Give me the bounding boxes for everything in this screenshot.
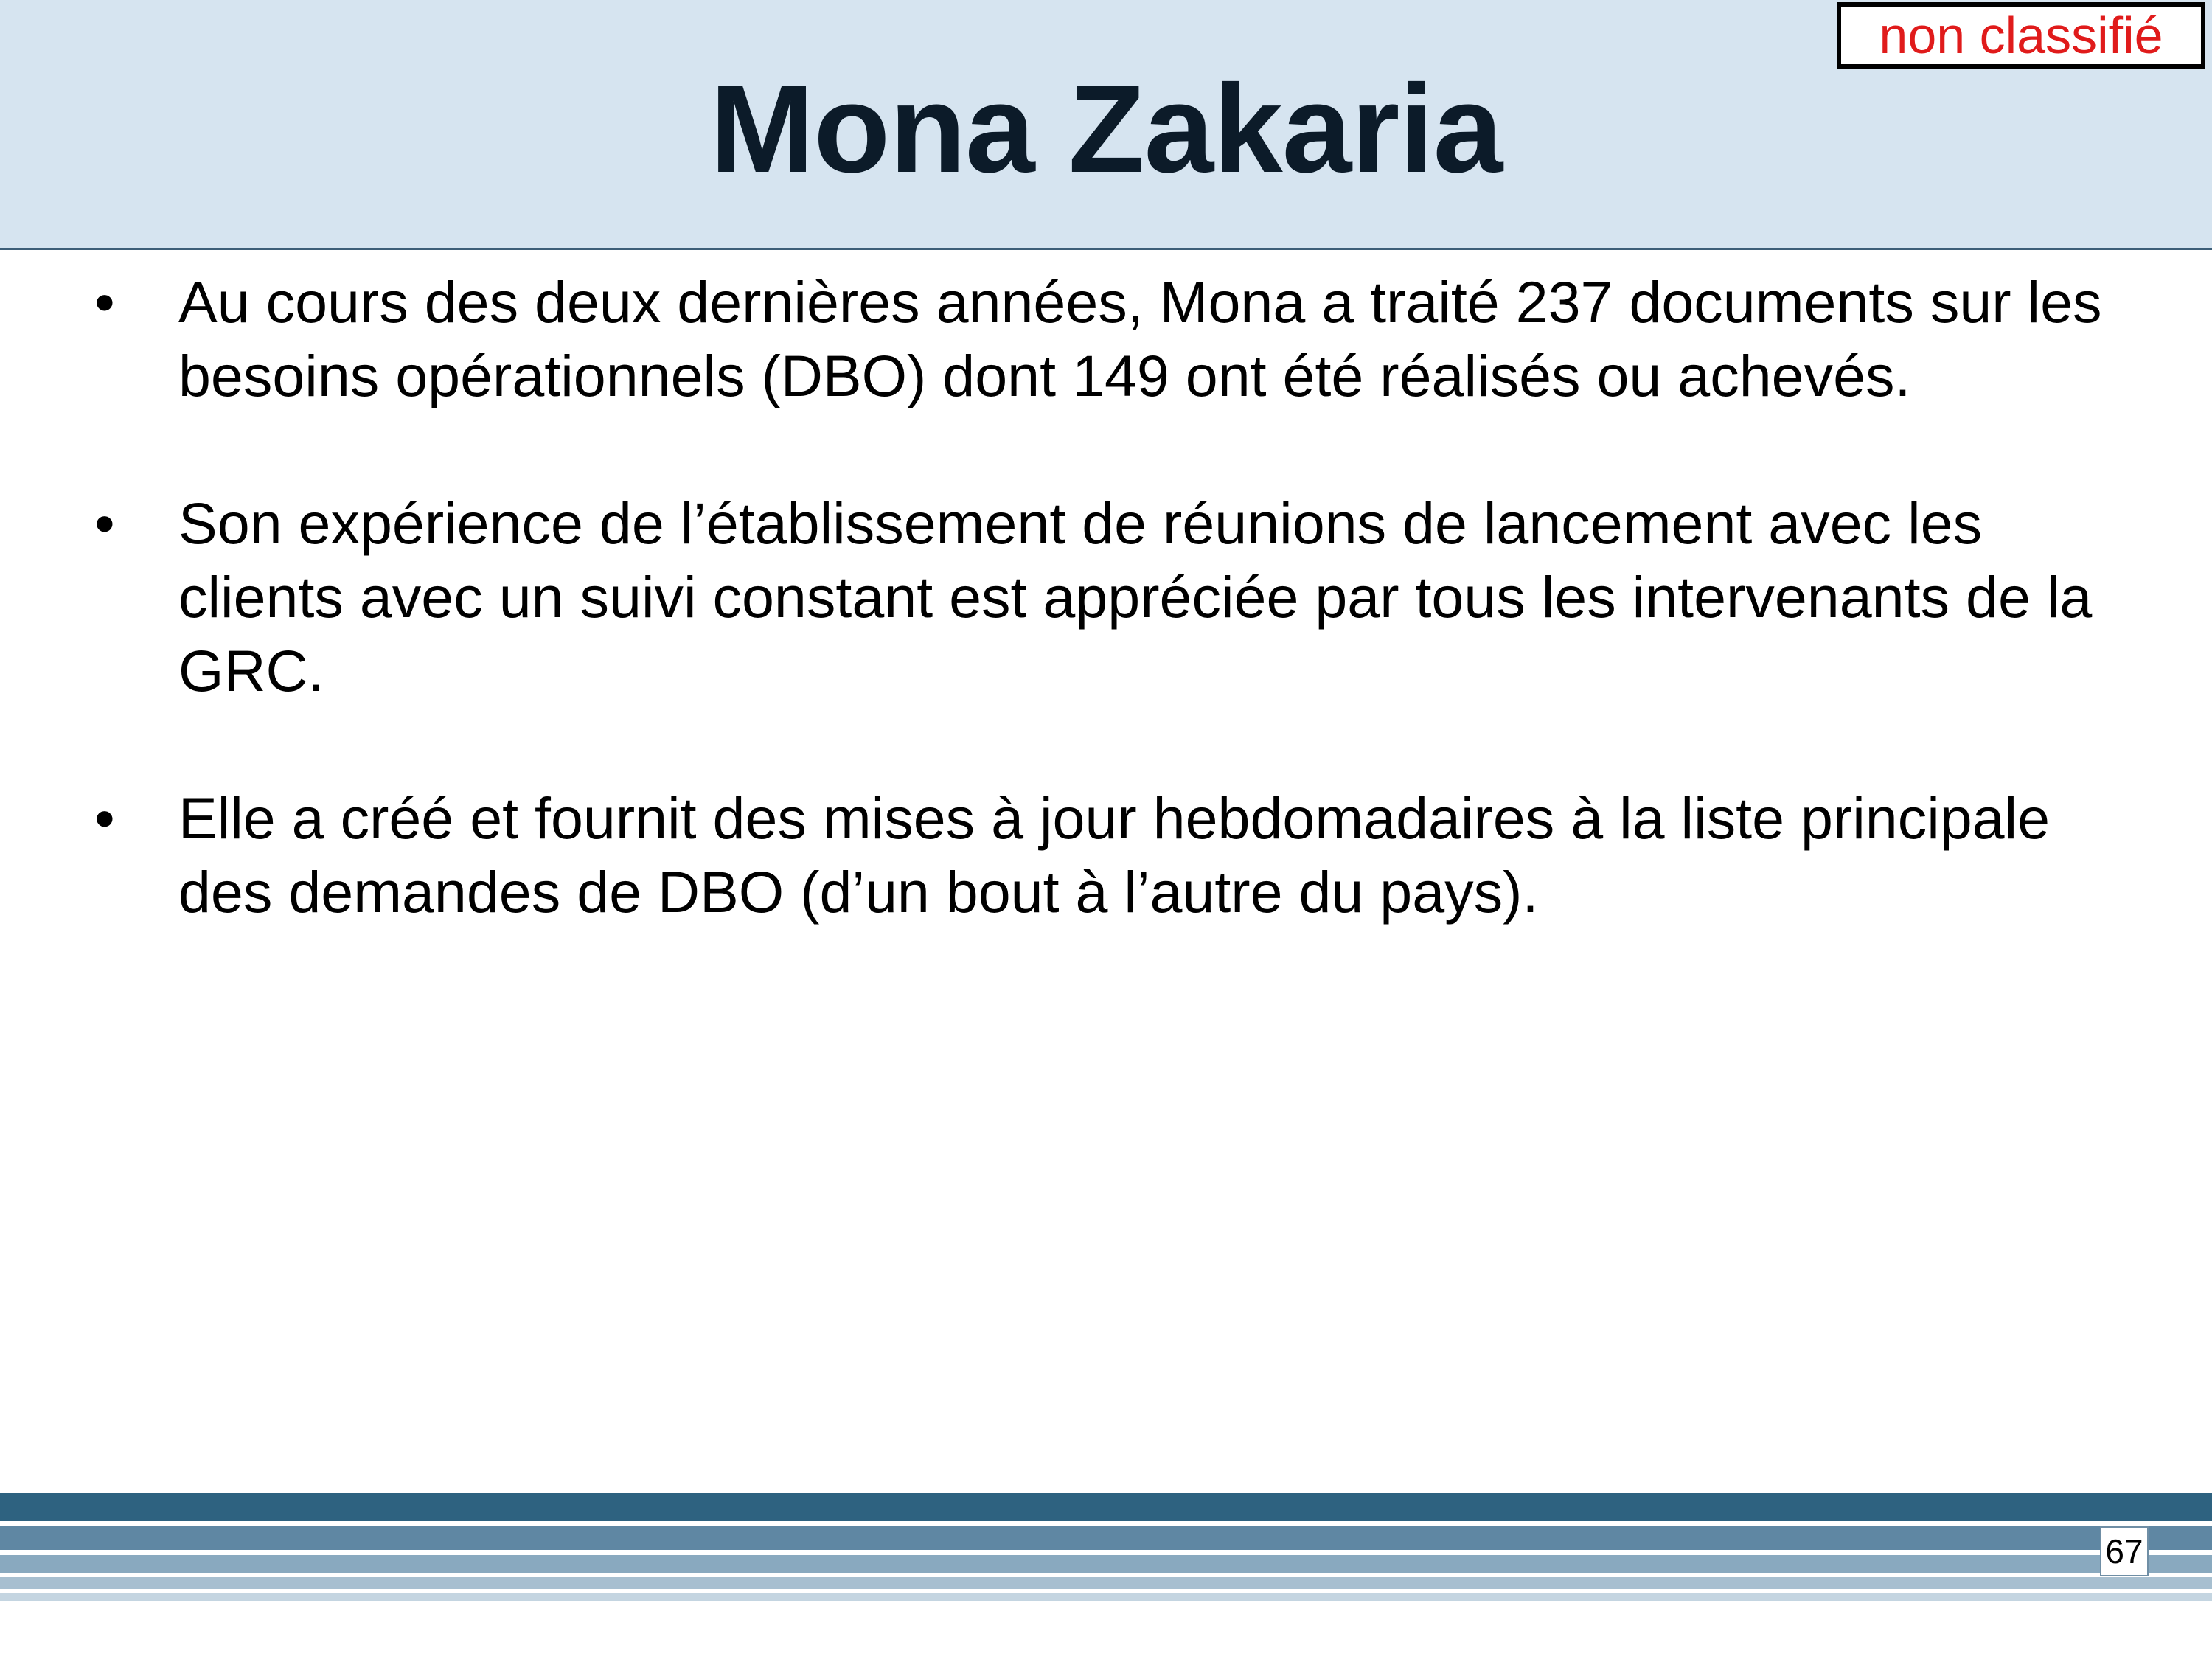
bullet-dot: • <box>94 785 115 851</box>
footer-stripe-dark <box>0 1493 2212 1521</box>
footer-stripe-lightest <box>0 1593 2212 1601</box>
bullet-item <box>0 487 2212 708</box>
slide-title: Mona Zakaria <box>709 59 1503 199</box>
footer-stripe-lighter <box>0 1577 2212 1589</box>
bullet-text: Elle a créé et fournit des mises à jour hebdomadaires à la liste principale des demandes de DBO (d’un bout à l’autre du pays). <box>178 785 2051 925</box>
footer-stripe-light <box>0 1555 2212 1573</box>
classification-label: non classifié <box>1837 2 2205 69</box>
bullet-item <box>0 782 2212 929</box>
bullet-list <box>0 265 2212 1003</box>
footer-stripe-medium <box>0 1526 2212 1550</box>
page-number: 67 <box>2100 1526 2149 1576</box>
footer-stripes <box>0 1493 2212 1611</box>
bullet-text: Son expérience de l’établissement de réunions de lancement avec les clients avec un suivi constant est appréciée par tous les intervenants de la GRC. <box>178 490 2093 703</box>
bullet-dot: • <box>94 269 115 335</box>
bullet-text: Au cours des deux dernières années, Mona a traité 237 documents sur les besoins opérationnels (DBO) dont 149 ont été réalisés ou achevés. <box>178 269 2102 408</box>
bullet-dot: • <box>94 490 115 556</box>
bullet-item <box>0 265 2212 413</box>
